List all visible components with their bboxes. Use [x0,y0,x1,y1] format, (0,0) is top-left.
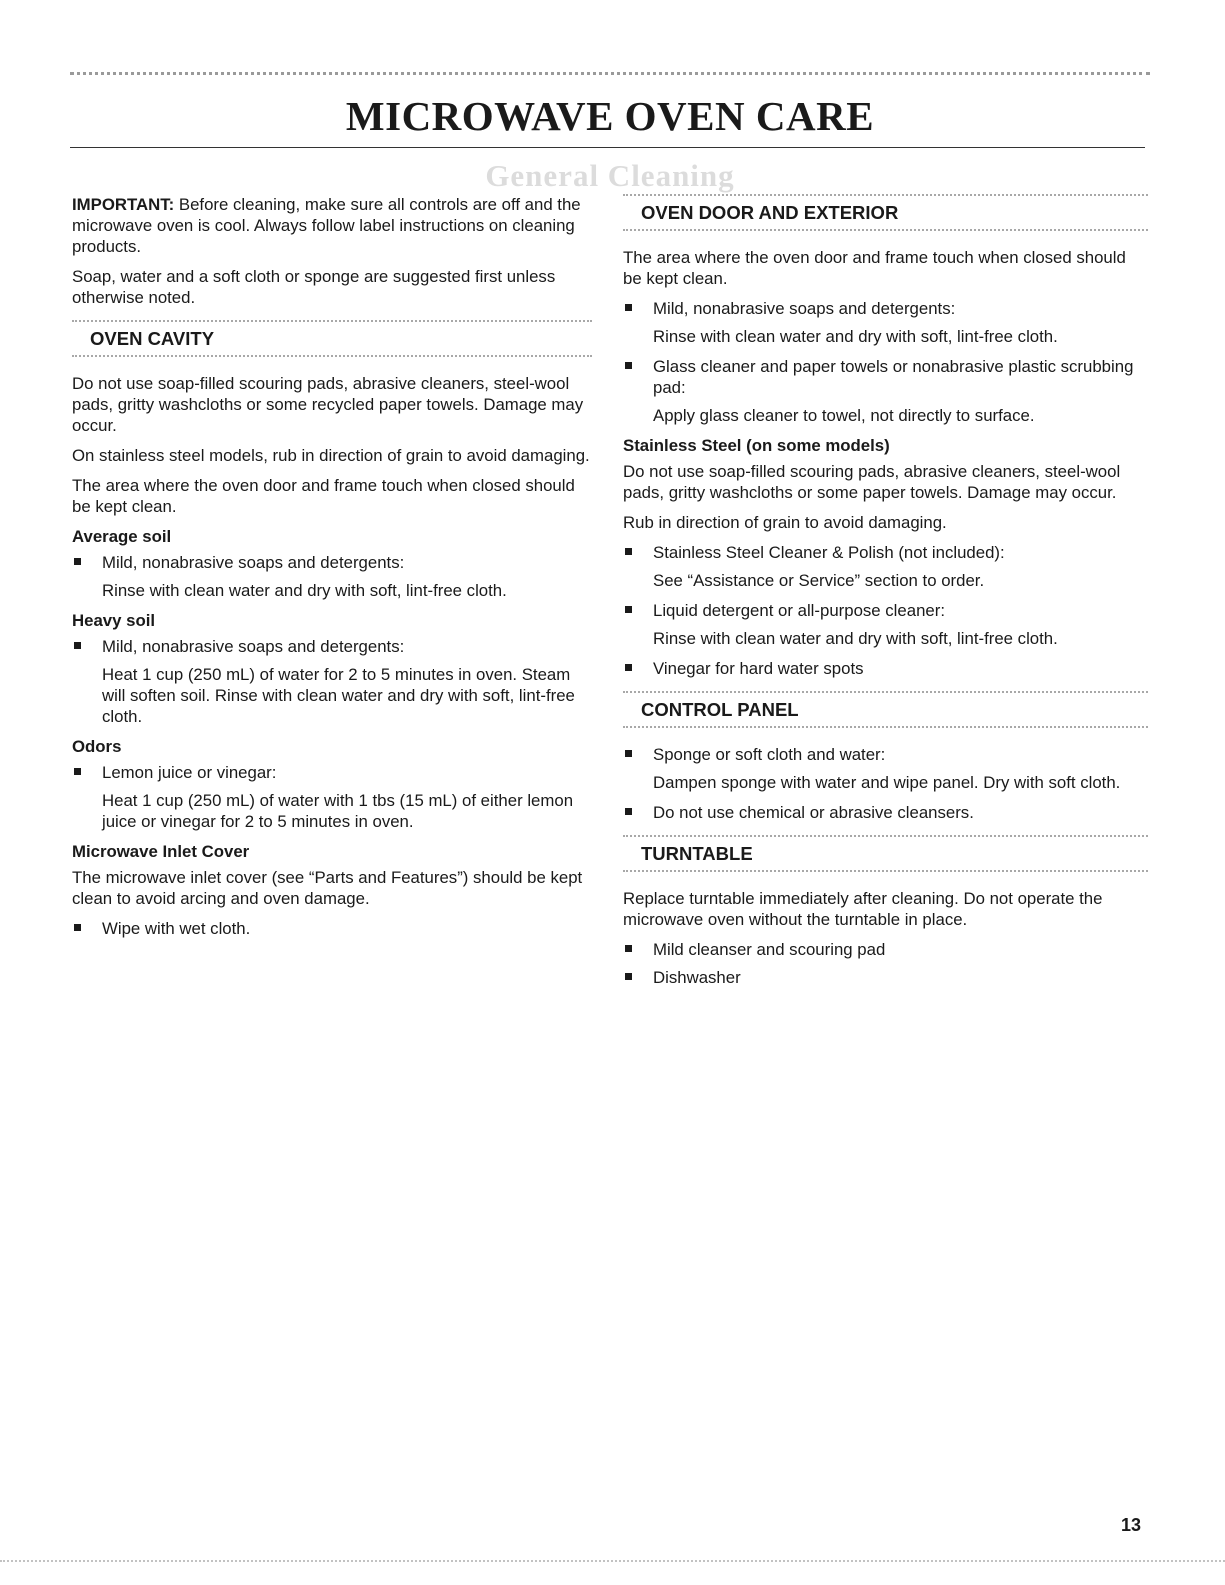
bullet-door-glass: Glass cleaner and paper towels or nonabrasive plastic scrubbing pad: [623,356,1148,398]
heading-control-panel: CONTROL PANEL [623,691,1148,728]
inlet-cover-text: The microwave inlet cover (see “Parts and Features”) should be kept clean to avoid arcing and oven damage. [72,868,583,908]
bullet-inlet-cover: Wipe with wet cloth. [72,918,592,939]
important-text: Before cleaning, make sure all controls are off and the microwave oven is cool. Always follow label instructions on cleaning products. [72,195,581,256]
turntable-p1: Replace turntable immediately after cleaning. Do not operate the microwave oven without the turntable in place. [623,889,1103,929]
detail-liquid-detergent: Rinse with clean water and dry with soft, lint-free cloth. [653,629,1058,648]
left-column [72,194,592,946]
important-note [72,194,592,257]
important-label: IMPORTANT: [72,195,175,214]
bullet-vinegar: Vinegar for hard water spots [623,658,1148,679]
bullet-turntable-dishwasher: Dishwasher [623,967,1148,988]
heading-oven-cavity: OVEN CAVITY [72,320,592,357]
oven-cavity-p2: On stainless steel models, rub in direction of grain to avoid damaging. [72,446,590,465]
stainless-p2: Rub in direction of grain to avoid damaging. [623,513,947,532]
soap-note: Soap, water and a soft cloth or sponge are suggested first unless otherwise noted. [72,267,556,307]
page-number: 13 [1120,1515,1141,1535]
detail-control-sponge: Dampen sponge with water and wipe panel. Dry with soft cloth. [653,773,1121,792]
detail-average-soil: Rinse with clean water and dry with soft, lint-free cloth. [102,581,507,600]
heading-average-soil: Average soil [72,527,172,546]
heading-stainless-steel: Stainless Steel (on some models) [623,436,890,455]
bullet-control-chemical: Do not use chemical or abrasive cleansers. [623,802,1148,823]
bullet-turntable-cleanser: Mild cleanser and scouring pad [623,939,1148,960]
section-subtitle: General Cleaning [485,158,735,193]
bullet-door-soaps: Mild, nonabrasive soaps and detergents: [623,298,1148,319]
oven-door-p1: The area where the oven door and frame touch when closed should be kept clean. [623,248,1126,288]
bottom-dotted-rule [0,1560,1225,1562]
bullet-control-sponge: Sponge or soft cloth and water: [623,744,1148,765]
right-column [623,194,1148,995]
heading-inlet-cover: Microwave Inlet Cover [72,842,250,861]
heading-heavy-soil: Heavy soil [72,611,156,630]
detail-heavy-soil: Heat 1 cup (250 mL) of water for 2 to 5 minutes in oven. Steam will soften soil. Rinse with clean water and dry with soft, lint-free cloth. [102,665,575,726]
bullet-stainless-polish: Stainless Steel Cleaner & Polish (not included): [623,542,1148,563]
top-dotted-rule [70,72,1150,75]
detail-door-glass: Apply glass cleaner to towel, not directly to surface. [653,406,1035,425]
detail-door-soaps: Rinse with clean water and dry with soft, lint-free cloth. [653,327,1058,346]
bullet-heavy-soil: Mild, nonabrasive soaps and detergents: [72,636,592,657]
heading-turntable: TURNTABLE [623,835,1148,872]
heading-oven-door: OVEN DOOR AND EXTERIOR [623,194,1148,231]
detail-odors: Heat 1 cup (250 mL) of water with 1 tbs (15 mL) of either lemon juice or vinegar for 2 to 5 minutes in oven. [102,791,574,831]
bullet-liquid-detergent: Liquid detergent or all-purpose cleaner: [623,600,1148,621]
bullet-odors: Lemon juice or vinegar: [72,762,592,783]
detail-stainless-polish: See “Assistance or Service” section to order. [653,571,985,590]
heading-odors: Odors [72,737,122,756]
oven-cavity-p1: Do not use soap-filled scouring pads, abrasive cleaners, steel-wool pads, gritty washcloths or some recycled paper towels. Damage may occur. [72,374,584,435]
page-title: MICROWAVE OVEN CARE [345,93,875,139]
stainless-p1: Do not use soap-filled scouring pads, abrasive cleaners, steel-wool pads, gritty washcloths or some paper towels. Damage may occur. [623,462,1121,502]
title-rule [70,147,1145,148]
oven-cavity-p3: The area where the oven door and frame touch when closed should be kept clean. [72,476,575,516]
bullet-average-soil: Mild, nonabrasive soaps and detergents: [72,552,592,573]
